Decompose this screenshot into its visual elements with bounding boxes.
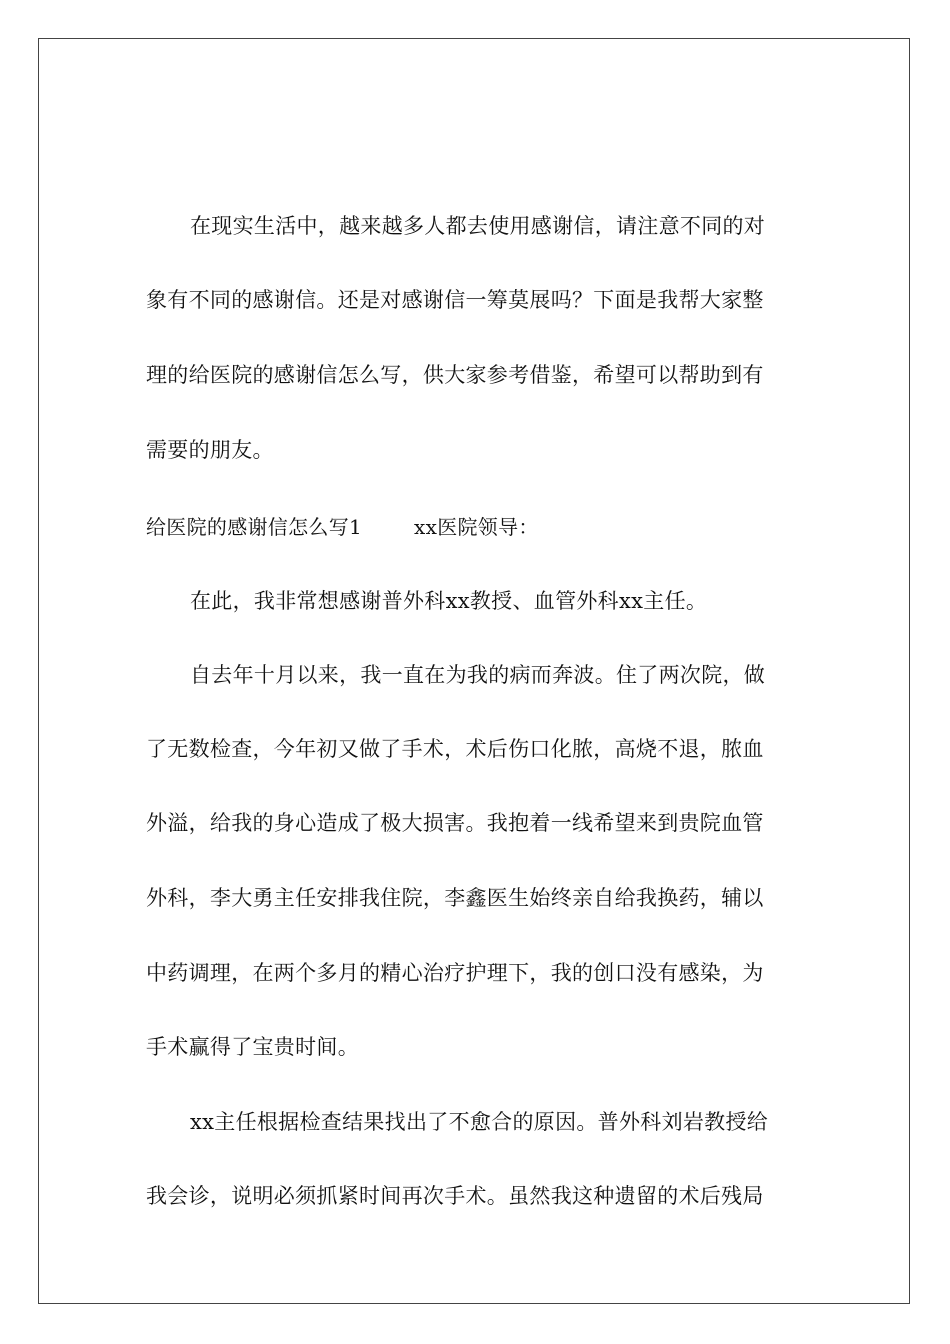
paragraph-3-line-5: 中药调理，在两个多月的精心治疗护理下，我的创口没有感染，为 [146,961,764,985]
paragraph-3-line-3: 外溢，给我的身心造成了极大损害。我抱着一线希望来到贵院血管 [146,811,764,835]
paragraph-4-line-1: xx主任根据检查结果找出了不愈合的原因。普外科刘岩教授给 [190,1110,769,1134]
heading-salutation: xx医院领导： [414,515,539,539]
paragraph-4-line-2: 我会诊，说明必须抓紧时间再次手术。虽然我这种遗留的术后残局 [146,1184,764,1208]
paragraph-2-line-1: 在此，我非常想感谢普外科xx教授、血管外科xx主任。 [190,589,708,613]
paragraph-3-line-6: 手术赢得了宝贵时间。 [146,1035,359,1059]
paragraph-3-line-2: 了无数检查，今年初又做了手术，术后伤口化脓，高烧不退，脓血 [146,737,764,761]
letter-heading [146,512,806,542]
paragraph-1-line-4: 需要的朋友。 [146,438,274,462]
heading-title: 给医院的感谢信怎么写1 [146,515,363,539]
paragraph-1-line-2: 象有不同的感谢信。还是对感谢信一筹莫展吗？下面是我帮大家整 [146,288,764,312]
paragraph-3-line-1: 自去年十月以来，我一直在为我的病而奔波。住了两次院，做 [190,663,766,687]
paragraph-3-line-4: 外科，李大勇主任安排我住院，李鑫医生始终亲自给我换药，辅以 [146,886,764,910]
paragraph-1-line-3: 理的给医院的感谢信怎么写，供大家参考借鉴，希望可以帮助到有 [146,363,764,387]
paragraph-1-line-1: 在现实生活中，越来越多人都去使用感谢信，请注意不同的对 [190,214,766,238]
